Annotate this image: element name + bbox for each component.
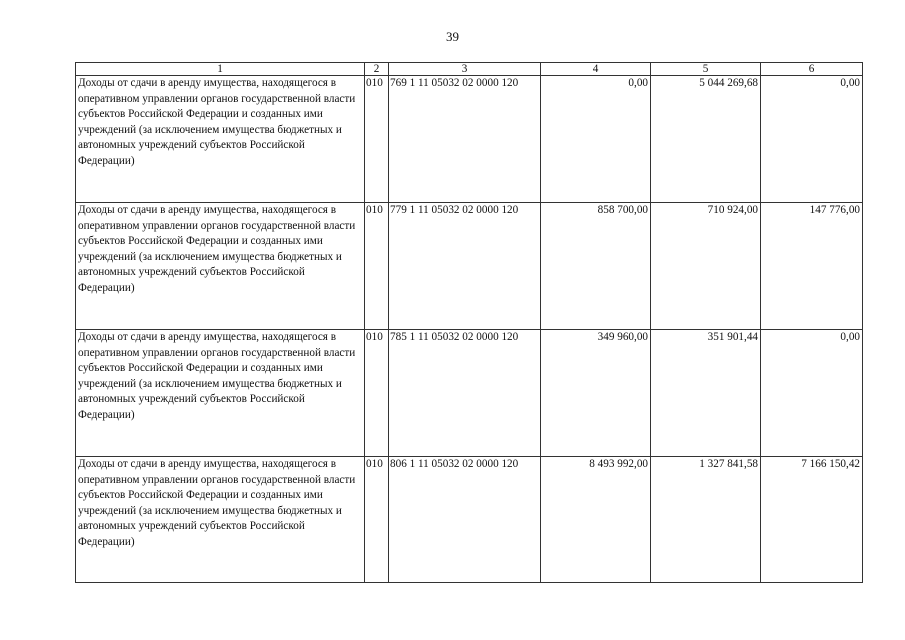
income-description: Доходы от сдачи в аренду имущества, находящегося в оперативном управлении органов государственной власти субъектов Российской Федерации и созданных ими учреждений (за исключением имущества бюджетных и автономных учреждений субъектов Российской Федерации) xyxy=(76,203,365,330)
table-row xyxy=(76,330,863,457)
budget-classification-code: 779 1 11 05032 02 0000 120 xyxy=(389,203,541,330)
column-header-5: 5 xyxy=(651,63,761,76)
line-code: 010 xyxy=(365,457,389,583)
amount-col6: 7 166 150,42 xyxy=(761,457,863,583)
line-code: 010 xyxy=(365,203,389,330)
amount-col5: 1 327 841,58 xyxy=(651,457,761,583)
amount-col6: 0,00 xyxy=(761,330,863,457)
column-header-2: 2 xyxy=(365,63,389,76)
budget-classification-code: 785 1 11 05032 02 0000 120 xyxy=(389,330,541,457)
budget-classification-code: 769 1 11 05032 02 0000 120 xyxy=(389,76,541,203)
amount-col4: 8 493 992,00 xyxy=(541,457,651,583)
amount-col4: 858 700,00 xyxy=(541,203,651,330)
table-row xyxy=(76,457,863,583)
income-description: Доходы от сдачи в аренду имущества, находящегося в оперативном управлении органов государственной власти субъектов Российской Федерации и созданных ими учреждений (за исключением имущества бюджетных и автономных учреждений субъектов Российской Федерации) xyxy=(76,76,365,203)
column-header-6: 6 xyxy=(761,63,863,76)
amount-col5: 710 924,00 xyxy=(651,203,761,330)
amount-col5: 351 901,44 xyxy=(651,330,761,457)
income-description: Доходы от сдачи в аренду имущества, находящегося в оперативном управлении органов государственной власти субъектов Российской Федерации и созданных ими учреждений (за исключением имущества бюджетных и автономных учреждений субъектов Российской Федерации) xyxy=(76,330,365,457)
table-header-row xyxy=(76,63,863,76)
budget-classification-code: 806 1 11 05032 02 0000 120 xyxy=(389,457,541,583)
amount-col6: 147 776,00 xyxy=(761,203,863,330)
column-header-4: 4 xyxy=(541,63,651,76)
amount-col5: 5 044 269,68 xyxy=(651,76,761,203)
page-number: 39 xyxy=(446,29,459,44)
amount-col6: 0,00 xyxy=(761,76,863,203)
column-header-3: 3 xyxy=(389,63,541,76)
table-row xyxy=(76,203,863,330)
column-header-1: 1 xyxy=(76,63,365,76)
line-code: 010 xyxy=(365,330,389,457)
revenue-table xyxy=(75,62,863,583)
line-code: 010 xyxy=(365,76,389,203)
amount-col4: 0,00 xyxy=(541,76,651,203)
amount-col4: 349 960,00 xyxy=(541,330,651,457)
income-description: Доходы от сдачи в аренду имущества, находящегося в оперативном управлении органов государственной власти субъектов Российской Федерации и созданных ими учреждений (за исключением имущества бюджетных и автономных учреждений субъектов Российской Федерации) xyxy=(76,457,365,583)
table-row xyxy=(76,76,863,203)
